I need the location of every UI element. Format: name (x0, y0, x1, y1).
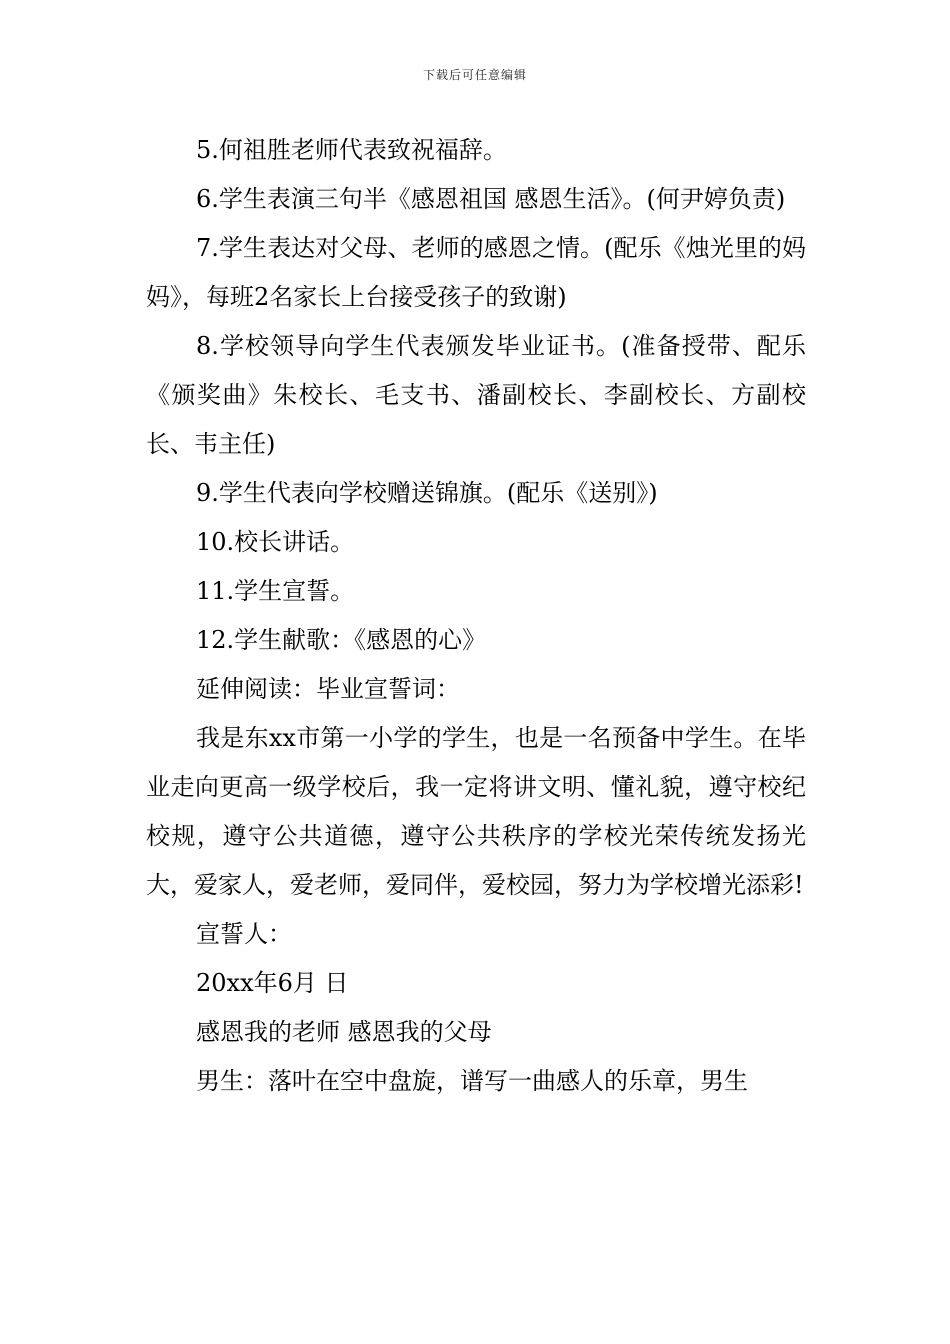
paragraph-9: 9.学生代表向学校赠送锦旗。(配乐《送别》) (196, 479, 658, 507)
paragraph-10: 10.校长讲话。 (196, 528, 355, 556)
oath-date: 20xx年6月 日 (196, 969, 349, 997)
oath-signer: 宣誓人： (196, 920, 292, 948)
paragraph-6: 6.学生表演三句半《感恩祖国 感恩生活》。(何尹婷负责) (196, 185, 786, 213)
extended-reading-heading: 延伸阅读：毕业宣誓词： (196, 675, 460, 703)
paragraph-8: 8.学校领导向学生代表颁发毕业证书。(准备授带、配乐《颁奖曲》朱校长、毛支书、潘副校长、李副校长、方副校长、韦主任) (146, 332, 806, 458)
page-header: 下载后可任意编辑 (422, 68, 527, 82)
paragraph-11: 11.学生宣誓。 (196, 577, 355, 605)
section-title: 感恩我的老师 感恩我的父母 (196, 1018, 492, 1046)
oath-text: 我是东xx市第一小学的学生，也是一名预备中学生。在毕业走向更高一级学校后，我一定将讲文明、懂礼貌，遵守校纪校规，遵守公共道德，遵守公共秩序的学校光荣传统发扬光大，爱家人，爱老师，爱同伴，爱校园，努力为学校增光添彩! (146, 724, 806, 899)
dialogue-line: 男生：落叶在空中盘旋，谱写一曲感人的乐章，男生 (196, 1067, 748, 1095)
document-body (146, 126, 806, 1106)
paragraph-12: 12.学生献歌：《感恩的心》 (196, 626, 487, 654)
paragraph-7: 7.学生表达对父母、老师的感恩之情。(配乐《烛光里的妈妈》，每班2名家长上台接受孩子的致谢) (146, 234, 806, 311)
paragraph-5: 5.何祖胜老师代表致祝福辞。 (196, 136, 507, 164)
